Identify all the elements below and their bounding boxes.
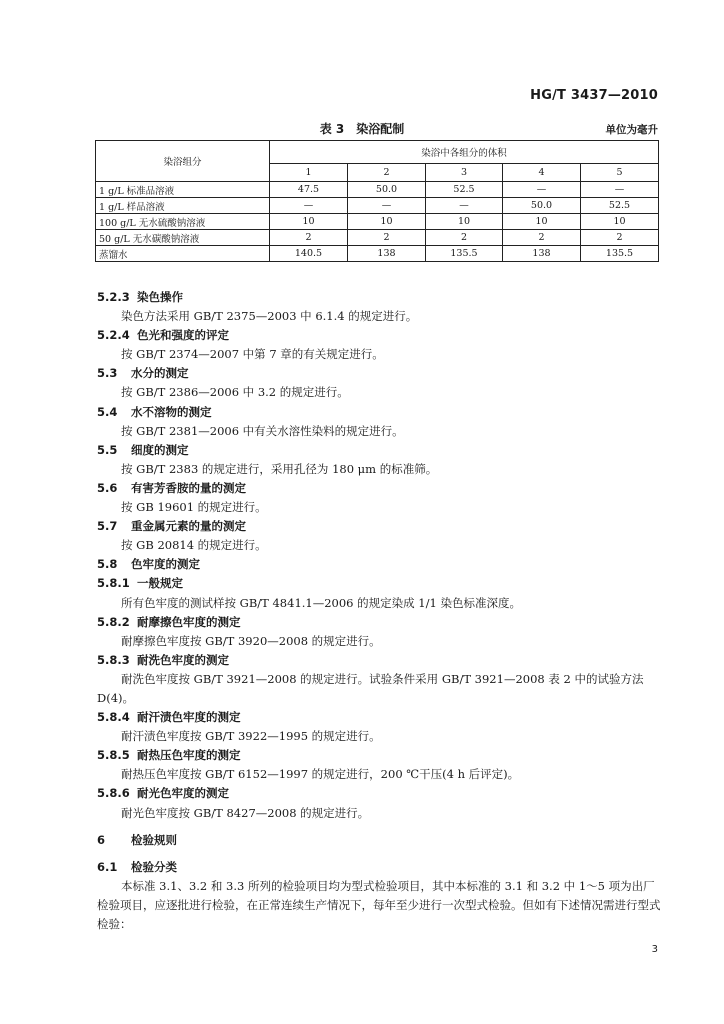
section-heading: [97, 364, 661, 383]
section-number: 5.8.2: [97, 614, 130, 629]
section-title: 水不溶物的测定: [131, 404, 212, 419]
section-heading: [97, 613, 661, 632]
table-cell: 50.0: [503, 198, 581, 214]
table-cell: 52.5: [581, 198, 659, 214]
section-heading: [97, 555, 661, 574]
section-number: 5.8.4: [97, 710, 130, 725]
table-corner-header: 染浴组分: [96, 141, 270, 182]
section-number: 5.8.6: [97, 786, 130, 801]
column-header: 1: [270, 164, 348, 182]
section-title: 检验分类: [131, 859, 177, 874]
section-title: 检验规则: [131, 832, 177, 847]
table-cell: 10: [426, 214, 503, 230]
table-cell: 50.0: [348, 182, 426, 198]
section-heading: [97, 651, 661, 670]
row-label: 1 g/L 样品溶液: [96, 198, 270, 214]
section-text: 所有色牢度的测试样按 GB/T 4841.1—2006 的规定染成 1/1 染色标准深度。: [121, 595, 521, 610]
section-text: 耐洗色牢度按 GB/T 3921—2008 的规定进行。试验条件采用 GB/T 3921—2008 表 2 中的试验方法 D(4)。: [97, 671, 644, 705]
table-title: 表 3 染浴配制: [319, 122, 405, 136]
table-unit: 单位为毫升: [605, 124, 658, 136]
section-title: 细度的测定: [131, 442, 189, 457]
table-cell: —: [270, 198, 348, 214]
section-title: 有害芳香胺的量的测定: [131, 480, 246, 495]
table-cell: 10: [503, 214, 581, 230]
table-row: [96, 198, 659, 214]
table-cell: —: [581, 182, 659, 198]
section-number: 6: [97, 832, 106, 847]
section-heading: [97, 441, 661, 460]
table-cell: 10: [270, 214, 348, 230]
section-text: 本标准 3.1、3.2 和 3.3 所列的检验项目均为型式检验项目，其中本标准的 3.1 和 3.2 中 1～5 项为出厂检验项目，应逐批进行检验，在正常连续生产情况下，每年至少进行一次型式检验。但如有下述情况需进行型式检验：: [97, 878, 661, 931]
table-row: [96, 230, 659, 246]
table-cell: 2: [581, 230, 659, 246]
section-title: 耐洗色牢度的测定: [137, 652, 229, 667]
table-cell: 10: [348, 214, 426, 230]
section-text: 按 GB 19601 的规定进行。: [121, 500, 267, 515]
table-cell: 2: [270, 230, 348, 246]
section-number: 5.8: [97, 557, 118, 572]
page-number: 3: [651, 944, 658, 955]
section-heading: [97, 326, 661, 345]
section-text: 按 GB 20814 的规定进行。: [121, 538, 267, 553]
section-text: 按 GB/T 2383 的规定进行，采用孔径为 180 μm 的标准筛。: [121, 461, 438, 476]
section-text: 按 GB/T 2386—2006 中 3.2 的规定进行。: [121, 385, 349, 400]
section-title: 重金属元素的量的测定: [131, 519, 246, 534]
table-cell: 10: [581, 214, 659, 230]
section-number: 5.7: [97, 519, 118, 534]
section-title: 耐热压色牢度的测定: [137, 748, 241, 763]
table-cell: 138: [503, 246, 581, 262]
section-text: 按 GB/T 2381—2006 中有关水溶性染料的规定进行。: [121, 423, 404, 438]
table-cell: 2: [348, 230, 426, 246]
row-label: 50 g/L 无水碳酸钠溶液: [96, 230, 270, 246]
section-number: 5.2.3: [97, 290, 130, 304]
section-heading: [97, 574, 661, 593]
section-title: 染色操作: [137, 290, 183, 304]
table-row: [96, 246, 659, 262]
table-row: [96, 182, 659, 198]
table-cell: 135.5: [581, 246, 659, 262]
row-label: 蒸馏水: [96, 246, 270, 262]
table-cell: —: [348, 198, 426, 214]
table-cell: 52.5: [426, 182, 503, 198]
section-text: 耐光色牢度按 GB/T 8427—2008 的规定进行。: [121, 805, 370, 820]
section-number: 5.3: [97, 366, 118, 381]
section-title: 耐汗渍色牢度的测定: [137, 710, 241, 725]
section-title: 色牢度的测定: [131, 557, 200, 572]
section-text: 按 GB/T 2374—2007 中第 7 章的有关规定进行。: [121, 347, 384, 362]
section-title: 色光和强度的评定: [137, 328, 229, 343]
section-title: 耐光色牢度的测定: [137, 786, 229, 801]
section-number: 5.4: [97, 404, 118, 419]
column-header: 2: [348, 164, 426, 182]
table-cell: 135.5: [426, 246, 503, 262]
section-title: 一般规定: [137, 576, 183, 591]
section-number: 5.5: [97, 442, 118, 457]
section-text: 耐汗渍色牢度按 GB/T 3922—1995 的规定进行。: [121, 729, 381, 744]
row-label: 100 g/L 无水硫酸钠溶液: [96, 214, 270, 230]
section-number: 5.8.5: [97, 748, 130, 763]
column-header: 3: [426, 164, 503, 182]
table-cell: 2: [426, 230, 503, 246]
table-cell: 138: [348, 246, 426, 262]
section-text: 耐热压色牢度按 GB/T 6152—1997 的规定进行，200 ℃干压(4 h 后评定)。: [121, 767, 520, 782]
table-cell: —: [503, 182, 581, 198]
document-code: HG/T 3437—2010: [530, 88, 658, 103]
section-heading: [97, 479, 661, 498]
section-title: 水分的测定: [131, 366, 189, 381]
table-cell: 2: [503, 230, 581, 246]
row-label: 1 g/L 标准品溶液: [96, 182, 270, 198]
section-heading: [97, 403, 661, 422]
section-heading: [97, 784, 661, 803]
table-header-row: [96, 141, 659, 164]
column-header: 4: [503, 164, 581, 182]
section-number: 5.2.4: [97, 328, 130, 343]
section-number: 5.8.1: [97, 576, 130, 591]
chapter-heading: [97, 831, 661, 850]
document-body: [97, 288, 661, 934]
section-number: 5.6: [97, 480, 118, 495]
table-row: [96, 214, 659, 230]
table-cell: —: [426, 198, 503, 214]
section-title: 耐摩擦色牢度的测定: [137, 614, 241, 629]
section-text: 耐摩擦色牢度按 GB/T 3920—2008 的规定进行。: [121, 633, 381, 648]
table-span-header: 染浴中各组分的体积: [270, 141, 659, 164]
section-heading: [97, 288, 661, 307]
section-heading: [97, 517, 661, 536]
table-cell: 140.5: [270, 246, 348, 262]
section-heading: [97, 746, 661, 765]
table-cell: 47.5: [270, 182, 348, 198]
bath-formulation-table: [95, 140, 659, 262]
section-number: 5.8.3: [97, 652, 130, 667]
section-heading: [97, 858, 661, 877]
column-header: 5: [581, 164, 659, 182]
section-heading: [97, 708, 661, 727]
section-number: 6.1: [97, 859, 118, 874]
section-text: 染色方法采用 GB/T 2375—2003 中 6.1.4 的规定进行。: [121, 309, 418, 324]
